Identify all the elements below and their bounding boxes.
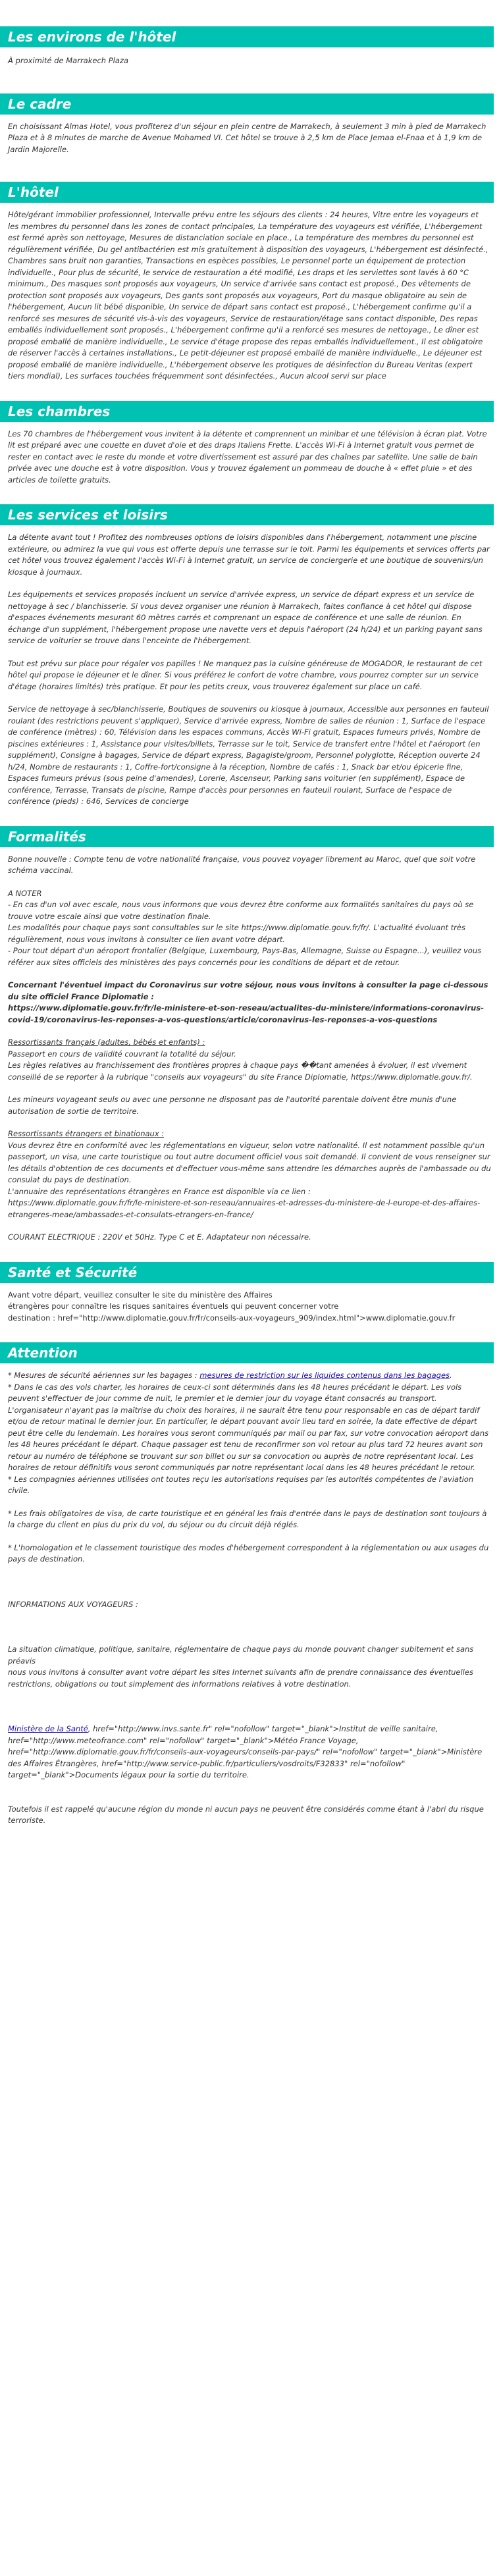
paragraph: Les équipements et services proposés incluent un service d'arrivée express, un service de départ express et un service de nettoyage à sec / blanchisserie. Si vous devez organiser une réunion à Marrakech, faites confiance à cet hôtel qui dispose d'espaces événements mesurant 60 mètres carrés et comprenant un espace de conférence et une salle de réunion. En échange d'un supplément, l'hébergement propose une navette vers et depuis l'aéroport (24 h/24) et un parking payant sans service de voiturier se trouve dans l'enceinte de l'hébergement. <box>8 590 483 645</box>
text: . <box>450 1371 452 1380</box>
liquids-restriction-link[interactable]: mesures de restriction sur les liquides contenus dans les bagages <box>199 1371 450 1380</box>
section-title: Les chambres <box>0 401 494 422</box>
paragraph: Les 70 chambres de l'hébergement vous invitent à la détente et comprennent un minibar et une télévision à écran plat. Votre lit est préparé avec une couette en duvet d'oie et des draps Italiens Frette. L'accès Wi-Fi à Internet gratuit vous permet de rester en contact avec le reste du monde et votre divertissement est assuré par des chaînes par satellite. Une salle de bain privée avec une douche est à votre disposition. Vous y trouvez également un pommeau de douche à « effet pluie » et des articles de toilette gratuits. <box>8 429 487 485</box>
section-title: Les environs de l'hôtel <box>0 26 494 47</box>
paragraph: En choisissant Almas Hotel, vous profiterez d'un séjour en plein centre de Marrakech, à seulement 3 min à pied de Marrakech Plaza et à 8 minutes de marche de Avenue Mohamed VI. Cet hôtel se trouve à 2,5 km de Place Jemaa el-Fnaa et à 1,9 km de Jardin Majorelle. <box>8 121 486 154</box>
text: * Mesures de sécurité aériennes sur les bagages : <box>8 1371 200 1380</box>
paragraph: Les règles relatives au franchissement des frontières propres à chaque pays ��tant amenées à évoluer, il est vivement conseillé de se reporter à la rubrique "conseils aux voyageurs" du site France Diplomatie, https://www.diplomatie.gouv.fr/. <box>8 1061 473 1082</box>
paragraph: * Dans le cas des vols charter, les horaires de ceux-ci sont déterminés dans les 48 heures précédant le départ. Les vols peuvent s'effectuer de jour comme de nuit, le premier et le dernier jour du voyage étant consacrés au transport. L'organisateur n'ayant pas la maîtrise du choix des horaires, il ne saurait être tenu pour responsable en cas de départ tardif et/ou de retour matinal le dernier jour. En particulier, le départ pouvant avoir lieu tard en soirée, la date effective de départ peut être celle du lendemain. Les horaires vous seront communiqués par mail ou par fax, sur votre convocation aéroport dans les 48 heures précédant le départ. Chaque passager est tenu de reconfirmer son vol retour au plus tard 72 heures avant son retour au numéro de téléphone se trouvant sur son billet ou sur sa convocation ou auprès de notre représentant local. Les horaires de retour définitifs vous seront communiqués par notre représentant local dans les 48 heures précédant le retour. <box>8 1382 489 1472</box>
subheading: Ressortissants étrangers et binationaux : <box>8 1129 165 1138</box>
paragraph-bold: Concernant l'éventuel impact du Coronavirus sur votre séjour, nous vous invitons à consulter la page ci-dessous du site officiel France Diplomatie : <box>8 980 488 1001</box>
paragraph <box>8 1370 491 1382</box>
paragraph: Avant votre départ, veuillez consulter le site du ministère des Affaires <box>8 1290 273 1300</box>
paragraph: Passeport en cours de validité couvrant la totalité du séjour. <box>8 1049 236 1059</box>
section-cadre <box>0 93 499 156</box>
url-text: https://www.diplomatie.gouv.fr/fr/le-ministere-et-son-reseau/actualites-du-ministere/informations-coronavirus-covid-19/coronavirus-les-reponses-a-vos-questions/article/coronavirus-les-reponses-a-vos-questions <box>8 1003 484 1024</box>
note-heading: A NOTER <box>8 888 42 898</box>
section-title: Les services et loisirs <box>0 504 494 525</box>
section-title: Attention <box>0 1342 494 1363</box>
url-text: https://www.diplomatie.gouv.fr/fr/le-ministere-et-son-reseau/annuaires-et-adresses-du-ministere-de-l-europe-et-des-affaires-etrangeres-meae/ambassades-et-consulats-etrangers-en-france/ <box>8 1198 481 1219</box>
section-hotel <box>0 182 499 382</box>
text: , href="http://www.invs.sante.fr" rel="nofollow" target="_blank">Institut de veille sanitaire, href="http://www.meteofrance.com" rel="nofollow" target="_blank">Météo France Voyage, href="http://www.diplomatie.gouv.fr/fr/conseils-aux-voyageurs/conseils-par-pays/" rel="nofollow" target="_blank">Ministère des Affaires Étrangères, href="http://www.service-public.fr/particuliers/vosdroits/F32833" rel="nofollow" target="_blank">Documents légaux pour la sortie du territoire. <box>8 1724 483 1779</box>
paragraph: Toutefois il est rappelé qu'aucune région du monde ni aucun pays ne peuvent être considérés comme étant à l'abri du risque terroriste. <box>8 1804 484 1825</box>
paragraph: Service de nettoyage à sec/blanchisserie, Boutiques de souvenirs ou kiosque à journaux, Accessible aux personnes en fauteuil roulant (des restrictions peuvent s'appliquer), Service d'arrivée express, Nombre de salles de réunion : 1, Surface de l'espace de conférence (mètres) : 60, Télévision dans les espaces communs, Accès Wi-Fi gratuit, Espaces fumeurs privés, Nombre de piscines extérieures : 1, Assistance pour visites/billets, Terrasse sur le toit, Service de transfert entre l'hôtel et l'aéroport (en supplément), Consigne à bagages, Service de départ express, Bagagiste/groom, Personnel polyglotte, Réception ouverte 24 h/24, Nombre de restaurants : 1, Coffre-fort/consigne à la réception, Nombre de cafés : 1, Snack bar et/ou épicerie fine, Espaces fumeurs prévus (sous peine d'amendes), Lorerie, Ascenseur, Parking sans voiturier (en supplément), Espace de conférence, Terrasse, Transats de piscine, Rampe d'accès pour personnes en fauteuil roulant, Surface de l'espace de conférence (pieds) : 646, Services de concierge <box>8 704 489 806</box>
paragraph: Vous devrez être en conformité avec les réglementations en vigueur, selon votre nationalité. Il est notamment possible qu'un passeport, un visa, une carte touristique ou tout autre document officiel vous soit demandé. Il convient de vous renseigner sur les détails d'obtention de ces documents et d'effectuer vous-même sans attendre les démarches auprès de l'ambassade ou du consulat du pays de destination. <box>8 1140 491 1184</box>
paragraph: Les modalités pour chaque pays sont consultables sur le site https://www.diplomatie.gouv.fr/fr/. L'actualité évoluant très régulièrement, nous vous invitons à consulter ce lien avant votre départ. <box>8 923 465 944</box>
paragraph: L'annuaire des représentations étrangères en France est disponible via ce lien : <box>8 1186 311 1196</box>
section-title: L'hôtel <box>0 182 494 203</box>
section-chambres <box>0 401 499 486</box>
paragraph: Tout est prévu sur place pour régaler vos papilles ! Ne manquez pas la cuisine généreuse de MOGADOR, le restaurant de cet hôtel qui propose le déjeuner et le dîner. Si vous préférez le confort de votre chambre, vous pourrez compter sur un service d'étage (horaires limités) très pratique. Et pour les petits creux, vous trouverez également sur place un café. <box>8 658 483 691</box>
section-title: Santé et Sécurité <box>0 1262 494 1283</box>
section-sante <box>0 1262 499 1325</box>
paragraph: La détente avant tout ! Profitez des nombreuses options de loisirs disponibles dans l'hébergement, notamment une piscine extérieure, ou admirez la vue qui vous est offerte depuis une terrasse sur le toit. Parmi les équipements et services offerts par cet hôtel vous trouvez également l'accès Wi-Fi à Internet gratuit, un service de conciergerie et une boutique de souvenirs/un kiosque à journaux. <box>8 533 490 577</box>
section-services <box>0 504 499 808</box>
section-attention <box>0 1342 499 1827</box>
paragraph: À proximité de Marrakech Plaza <box>8 56 128 65</box>
paragraph: destination : href="http://www.diplomatie.gouv.fr/fr/conseils-aux-voyageurs_909/index.html">www.diplomatie.gouv.fr <box>8 1313 456 1323</box>
info-heading: INFORMATIONS AUX VOYAGEURS : <box>8 1599 138 1609</box>
paragraph: étrangères pour connaître les risques sanitaires éventuels qui peuvent concerner votre <box>8 1301 339 1311</box>
paragraph: La situation climatique, politique, sanitaire, réglementaire de chaque pays du monde pouvant changer subitement et sans préavis <box>8 1644 474 1666</box>
paragraph: - Pour tout départ d'un aéroport frontalier (Belgique, Luxembourg, Pays-Bas, Allemagne, Suisse ou Espagne...), veuillez vous référer aux sites officiels des ministères des pays concernés pour les conditions de départ et de retour. <box>8 946 482 967</box>
paragraph: - En cas d'un vol avec escale, nous vous informons que vous devrez être conforme aux formalités sanitaires du pays où se trouve votre escale ainsi que votre destination finale. <box>8 900 474 921</box>
hotel-description-page <box>0 26 499 1827</box>
section-title: Le cadre <box>0 93 494 115</box>
ministere-sante-link[interactable]: Ministère de la Santé <box>8 1724 88 1733</box>
paragraph: * Les compagnies aériennes utilisées ont toutes reçu les autorisations requises par les autorités compétentes de l'aviation civile. <box>8 1474 474 1495</box>
subheading: Ressortissants français (adultes, bébés et enfants) : <box>8 1038 205 1047</box>
section-environs <box>0 26 499 67</box>
section-formalites <box>0 826 499 1244</box>
paragraph: * L'homologation et le classement touristique des modes d'hébergement correspondent à la réglementation ou aux usages du pays de destination. <box>8 1542 489 1564</box>
paragraph: Bonne nouvelle : Compte tenu de votre nationalité française, vous pouvez voyager librement au Maroc, quel que soit votre schéma vaccinal. <box>8 854 476 875</box>
paragraph <box>8 1723 491 1781</box>
paragraph: * Les frais obligatoires de visa, de carte touristique et en général les frais d'entrée dans le pays de destination sont toujours à la charge du client en plus du prix du vol, du séjour ou du circuit déjà réglés. <box>8 1508 487 1529</box>
paragraph: Hôte/gérant immobilier professionnel, Intervalle prévu entre les séjours des clients : 24 heures, Vitre entre les voyageurs et les membres du personnel dans les zones de contact principales, La température des voyageurs est vérifiée, L'hébergement est fermé après son nettoyage, Mesures de distanciation sociale en place., La température des membres du personnel est régulièrement vérifiée, Du gel antibactérien est mis gratuitement à disposition des voyageurs, L'hébergement est désinfecté., Chambres sans bruit non garanties, Transactions en espèces possibles, Le personnel porte un équipement de protection individuelle., Pour plus de sécurité, le service de restauration a été modifié, Les draps et les serviettes sont lavés à 60 °C minimum., Des masques sont proposés aux voyageurs, Un service d'arrivée sans contact est proposé., Des vêtements de protection sont proposés aux voyageurs, Des gants sont proposés aux voyageurs, Port du masque obligatoire au sein de l'hébergement, Aucun lit bébé disponible, Un service de départ sans contact est proposé., L'hébergement confirme qu'il a renforcé ses mesures de sécurité vis-à-vis des voyageurs, Service de restauration/étage sans contact disponible, Des repas emballés individuellement sont proposés., L'hébergement confirme qu'il a renforcé ses mesures de nettoyage., Le dîner est proposé emballé de manière individuelle., Le service d'étage propose des repas emballés individuellement., Il est obligatoire de réserver l'accès à certaines installations., Le petit-déjeuner est proposé emballé de manière individuelle., Le déjeuner est proposé emballé de manière individuelle., L'hébergement observe les protiques de désinfection du Bureau Veritas (expert tiers mondial), Les surfaces touchées fréquemment sont désinfectées., Aucun alcool servi sur place <box>8 210 488 381</box>
paragraph: nous vous invitons à consulter avant votre départ les sites Internet suivants afin de prendre connaissance des éventuelles restrictions, obligations ou tout simplement des informations relatives à votre destination. <box>8 1668 473 1689</box>
paragraph: Les mineurs voyageant seuls ou avec une personne ne disposant pas de l'autorité parentale doivent être munis d'une autorisation de sortie de territoire. <box>8 1095 457 1116</box>
paragraph: COURANT ELECTRIQUE : 220V et 50Hz. Type C et E. Adaptateur non nécessaire. <box>8 1232 311 1242</box>
section-title: Formalités <box>0 826 494 847</box>
